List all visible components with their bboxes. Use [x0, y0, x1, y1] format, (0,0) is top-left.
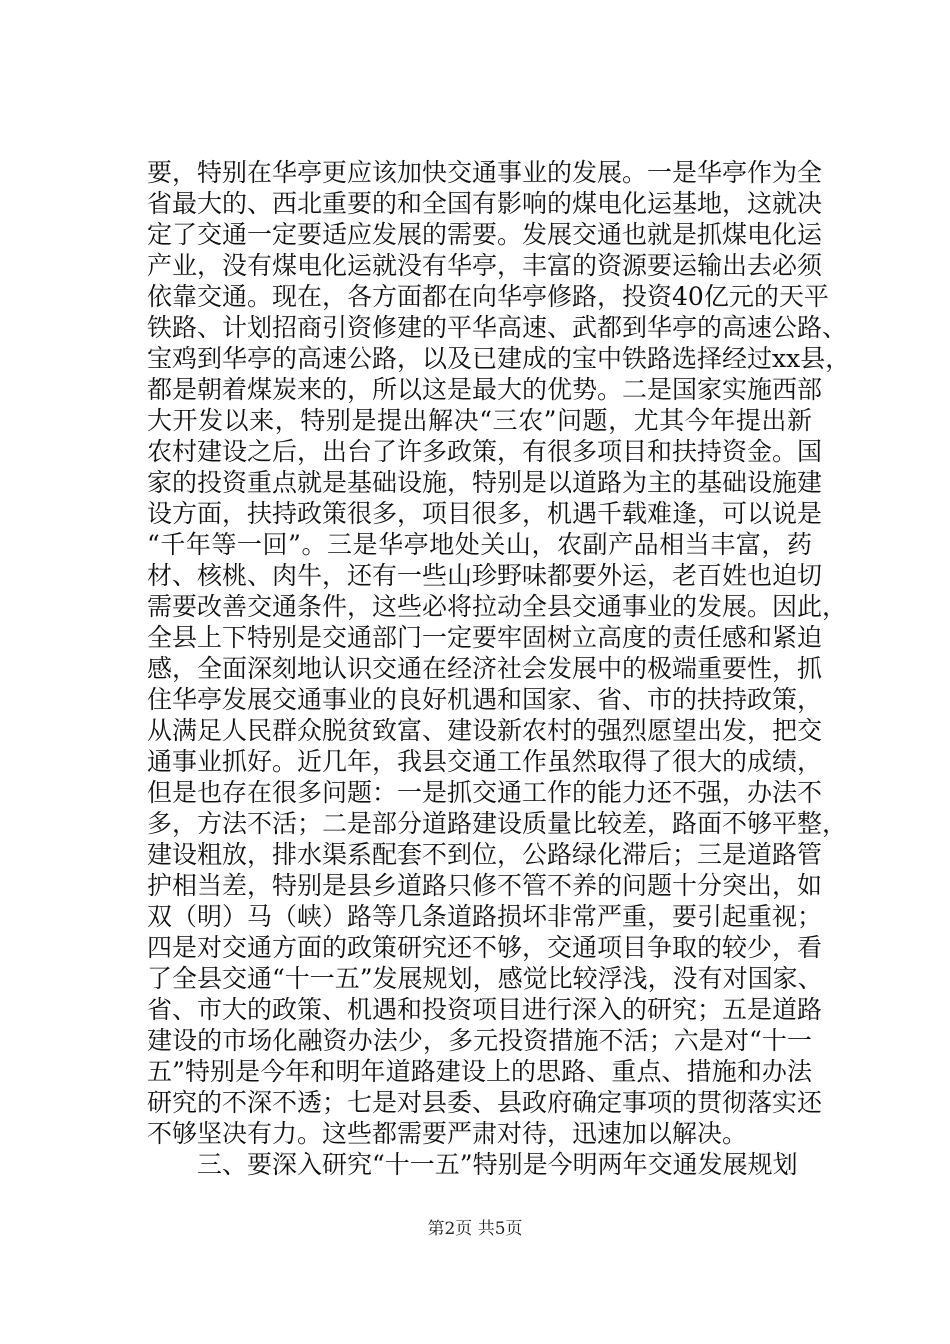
text-line: 通事业抓好。近几年，我县交通工作虽然取得了很大的成绩， — [147, 747, 823, 776]
text-line: 依靠交通。现在，各方面都在向华亭修路，投资40亿元的天平 — [147, 282, 829, 311]
text-line: 从满足人民群众脱贫致富、建设新农村的强烈愿望出发，把交 — [147, 716, 823, 745]
text-line: 省、市大的政策、机遇和投资项目进行深入的研究；五是道路 — [147, 995, 823, 1024]
text-line: 大开发以来，特别是提出解决“三农”问题，尤其今年提出新 — [147, 406, 812, 435]
text-line: 建设粗放，排水渠系配套不到位，公路绿化滞后；三是道路管 — [147, 840, 823, 869]
page-footer — [0, 1214, 950, 1239]
text-line: 宝鸡到华亭的高速公路，以及已建成的宝中铁路选择经过xx县， — [147, 344, 851, 373]
text-line: 感，全面深刻地认识交通在经济社会发展中的极端重要性，抓 — [147, 654, 823, 683]
text-line: 要，特别在华亭更应该加快交通事业的发展。一是华亭作为全 — [147, 158, 823, 187]
text-line: 不够坚决有力。这些都需要严肃对待，迅速加以解决。 — [147, 1119, 748, 1148]
text-line: “千年等一回”。三是华亭地处关山，农副产品相当丰富，药 — [147, 530, 812, 559]
text-line: 需要改善交通条件，这些必将拉动全县交通事业的发展。因此， — [147, 592, 848, 621]
text-line: 材、核桃、肉牛，还有一些山珍野味都要外运，老百姓也迫切 — [147, 561, 823, 590]
text-line: 农村建设之后，出台了许多政策，有很多项目和扶持资金。国 — [147, 437, 823, 466]
text-line: 建设的市场化融资办法少，多元投资措施不活；六是对“十一 — [147, 1026, 812, 1055]
text-line: 全县上下特别是交通部门一定要牢固树立高度的责任感和紧迫 — [147, 623, 823, 652]
text-line: 五”特别是今年和明年道路建设上的思路、重点、措施和办法 — [147, 1057, 812, 1086]
section-heading-line: 三、要深入研究“十一五”特别是今明两年交通发展规划 — [147, 1150, 798, 1179]
text-line: 研究的不深不透；七是对县委、县政府确定事项的贯彻落实还 — [147, 1088, 823, 1117]
text-line: 多，方法不活；二是部分道路建设质量比较差，路面不够平整， — [147, 809, 848, 838]
text-line: 但是也存在很多问题：一是抓交通工作的能力还不强，办法不 — [147, 778, 823, 807]
text-line: 护相当差，特别是县乡道路只修不管不养的问题十分突出，如 — [147, 871, 823, 900]
text-line: 四是对交通方面的政策研究还不够，交通项目争取的较少，看 — [147, 933, 823, 962]
text-line: 产业，没有煤电化运就没有华亭，丰富的资源要运输出去必须 — [147, 251, 823, 280]
text-line: 家的投资重点就是基础设施，特别是以道路为主的基础设施建 — [147, 468, 823, 497]
text-line: 都是朝着煤炭来的，所以这是最大的优势。二是国家实施西部 — [147, 375, 823, 404]
body-text — [147, 157, 851, 1180]
text-line: 住华亭发展交通事业的良好机遇和国家、省、市的扶持政策， — [147, 685, 823, 714]
text-line: 省最大的、西北重要的和全国有影响的煤电化运基地，这就决 — [147, 189, 823, 218]
text-line: 定了交通一定要适应发展的需要。发展交通也就是抓煤电化运 — [147, 220, 823, 249]
text-line: 双（明）马（峡）路等几条道路损坏非常严重，要引起重视； — [147, 902, 823, 931]
text-line: 了全县交通“十一五”发展规划，感觉比较浮浅，没有对国家、 — [147, 964, 823, 993]
text-line: 设方面，扶持政策很多，项目很多，机遇千载难逢，可以说是 — [147, 499, 823, 528]
text-line: 铁路、计划招商引资修建的平华高速、武都到华亭的高速公路、 — [147, 313, 848, 342]
page-number-label: 第2页 共5页 — [427, 1219, 523, 1239]
